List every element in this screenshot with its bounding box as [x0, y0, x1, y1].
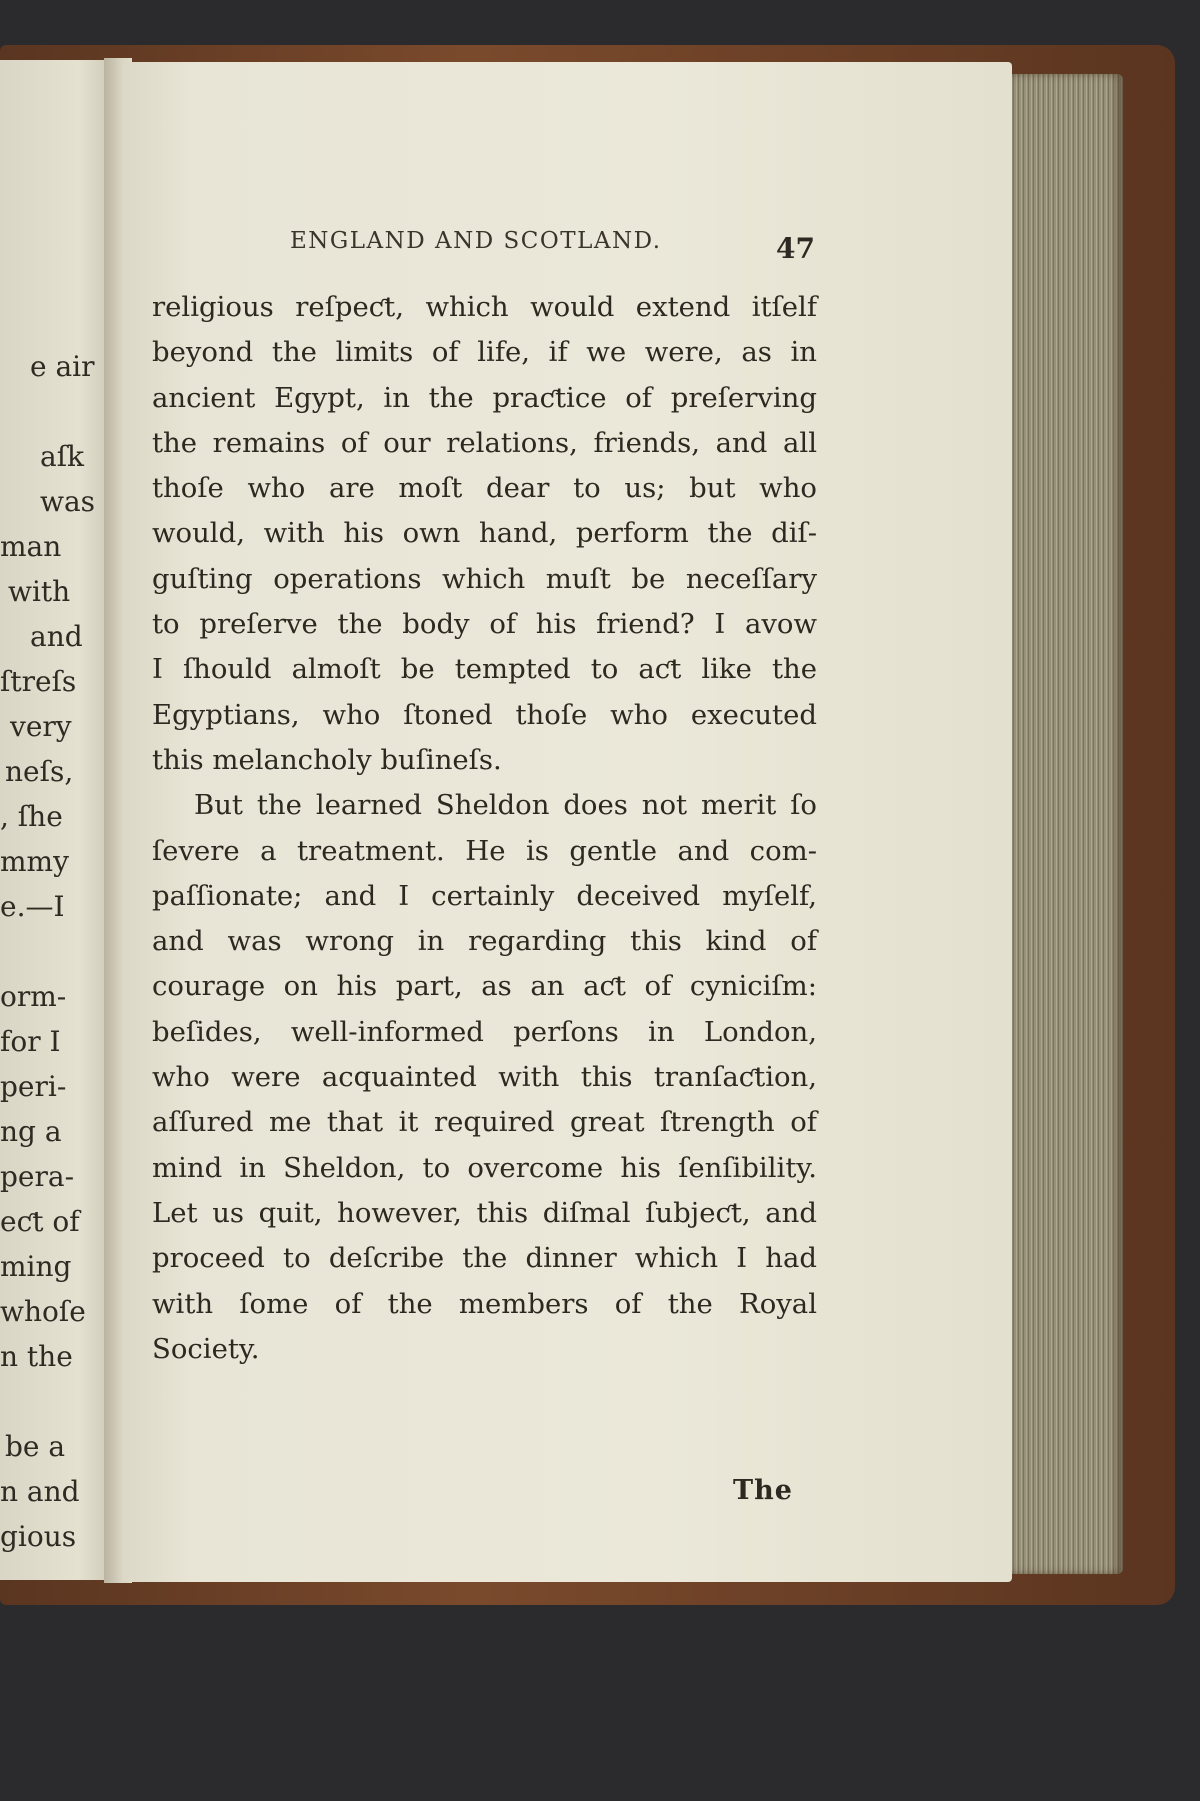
text-line: would, with his own hand, perform the diſ- [152, 517, 817, 550]
text-line: But the learned Sheldon does not merit ſo [194, 789, 817, 822]
text-line: beyond the limits of life, if we were, as in [152, 336, 817, 369]
text-line: ancient Egypt, in the praƈtice of preſerving [152, 381, 817, 414]
left-fragment: n the [0, 1340, 73, 1373]
text-line: the remains of our relations, friends, and all [152, 426, 817, 459]
text-line: Egyptians, who ſtoned thoſe who executed [152, 698, 817, 731]
text-line: courage on his part, as an aƈt of cyniciſm: [152, 970, 817, 1003]
left-fragment: ng a [0, 1115, 62, 1148]
text-line: thoſe who are moſt dear to us; but who [152, 472, 817, 505]
text-line: this melancholy buſineſs. [152, 743, 502, 776]
left-page [0, 60, 112, 1580]
left-fragment: orm- [0, 980, 67, 1013]
text-line: guſting operations which muſt be neceſſary [152, 562, 817, 595]
text-line: paſſionate; and I certainly deceived myſelf, [152, 879, 817, 912]
running-head: ENGLAND AND SCOTLAND. [290, 228, 662, 254]
text-line: Let us quit, however, this diſmal ſubjeƈt, and [152, 1196, 817, 1229]
left-fragment: man [0, 530, 62, 563]
left-fragment: n and [0, 1475, 80, 1508]
left-fragment: ming [0, 1250, 72, 1283]
left-fragment: was [40, 485, 96, 518]
left-fragment: whoſe [0, 1295, 86, 1328]
left-fragment: be a [5, 1430, 66, 1463]
page-edges [1005, 74, 1123, 1574]
left-fragment: and [30, 620, 83, 653]
left-fragment: peri- [0, 1070, 67, 1103]
text-line: proceed to deſcribe the dinner which I had [152, 1242, 817, 1275]
left-fragment: pera- [0, 1160, 75, 1193]
text-line: mind in Sheldon, to overcome his ſenſibility. [152, 1151, 817, 1184]
left-fragment: e air [30, 350, 95, 383]
left-fragment: for I [0, 1025, 61, 1058]
left-fragment: very [10, 710, 72, 743]
text-line: aſſured me that it required great ſtrength of [152, 1106, 817, 1139]
page-number: 47 [776, 232, 815, 265]
body-text [152, 285, 817, 1372]
left-fragment: neſs, [5, 755, 74, 788]
catchword: The [733, 1475, 793, 1506]
paragraph [152, 783, 817, 1372]
text-line: who were acquainted with this tranſaƈtion, [152, 1061, 817, 1094]
text-line: I ſhould almoſt be tempted to aƈt like the [152, 653, 817, 686]
left-fragment: ſtreſs [0, 665, 77, 698]
left-fragment: gious [0, 1520, 77, 1553]
paragraph [152, 285, 817, 783]
text-line: and was wrong in regarding this kind of [152, 925, 817, 958]
text-line: to preſerve the body of his friend? I avow [152, 608, 817, 641]
left-fragment: with [8, 575, 71, 608]
left-fragment: eƈt of [0, 1205, 80, 1238]
left-fragment: , ſhe [0, 800, 63, 833]
text-line: with ſome of the members of the Royal [152, 1287, 817, 1320]
text-line: Society. [152, 1332, 260, 1365]
text-line: religious reſpeƈt, which would extend itſelf [152, 291, 817, 323]
text-line: beſides, well-informed perſons in London, [152, 1015, 817, 1048]
left-fragment: mmy [0, 845, 69, 878]
text-line: ſevere a treatment. He is gentle and com- [152, 834, 817, 867]
left-fragment: aſk [40, 440, 85, 473]
left-fragment: e.—I [0, 890, 65, 923]
